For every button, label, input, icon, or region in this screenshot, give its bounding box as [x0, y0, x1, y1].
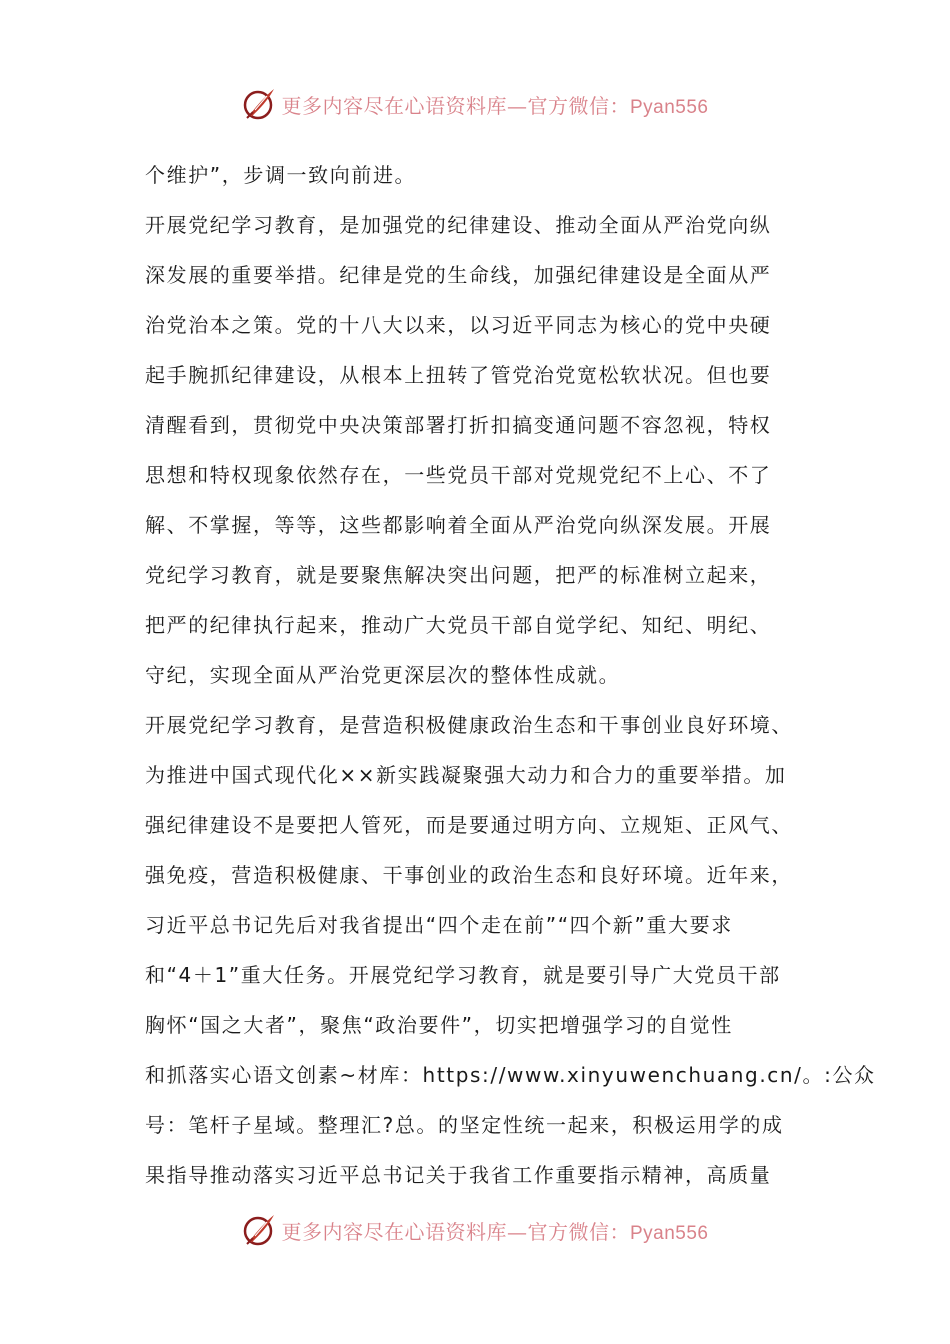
text-line: 和“4＋1”重大任务。开展党纪学习教育，就是要引导广大党员干部 [145, 963, 781, 987]
text-line: 把严的纪律执行起来，推动广大党员干部自觉学纪、知纪、明纪、 [145, 613, 772, 637]
text-line: 为推进中国式现代化××新实践凝聚强大动力和合力的重要举措。加 [145, 763, 787, 787]
document-body [145, 150, 876, 1200]
text-line: 开展党纪学习教育，是加强党的纪律建设、推动全面从严治党向纵 [145, 213, 772, 237]
text-line: 果指导推动落实习近平总书记关于我省工作重要指示精神，高质量 [145, 1163, 772, 1187]
quill-logo-icon [241, 86, 277, 122]
quill-logo-icon [241, 1212, 277, 1248]
text-line: 强纪律建设不是要把人管死，而是要通过明方向、立规矩、正风气、 [145, 813, 793, 837]
text-line: 党纪学习教育，就是要聚焦解决突出问题，把严的标准树立起来， [145, 563, 772, 587]
text-line: 号：笔杆子星域。整理汇?总。的坚定性统一起来，积极运用学的成 [145, 1113, 784, 1137]
text-line: 守纪，实现全面从严治党更深层次的整体性成就。 [145, 663, 621, 687]
watermark-wechat-id: Pyan556 [629, 1222, 709, 1244]
header-watermark [0, 84, 950, 124]
text-line: 个维护”，步调一致向前进。 [145, 163, 417, 187]
footer-watermark [0, 1210, 950, 1250]
text-line: 深发展的重要举措。纪律是党的生命线，加强纪律建设是全面从严 [145, 263, 772, 287]
watermark-wechat-id: Pyan556 [629, 96, 709, 118]
watermark-text: 更多内容尽在心语资料库—官方微信：Pyan556 [281, 93, 709, 118]
text-line: 强免疫，营造积极健康、干事创业的政治生态和良好环境。近年来， [145, 863, 793, 887]
text-line: 习近平总书记先后对我省提出“四个走在前”“四个新”重大要求 [145, 913, 733, 937]
text-line: 起手腕抓纪律建设，从根本上扭转了管党治党宽松软状况。但也要 [145, 363, 772, 387]
watermark-text: 更多内容尽在心语资料库—官方微信：Pyan556 [281, 1219, 709, 1244]
text-line: 和抓落实心语文创素~材库：https://www.xinyuwenchuang.cn/。:公众 [145, 1063, 876, 1087]
text-line: 开展党纪学习教育，是营造积极健康政治生态和干事创业良好环境、 [145, 713, 793, 737]
text-line: 胸怀“国之大者”，聚焦“政治要件”，切实把增强学习的自觉性 [145, 1013, 733, 1037]
text-line: 清醒看到，贯彻党中央决策部署打折扣搞变通问题不容忽视，特权 [145, 413, 772, 437]
text-line: 思想和特权现象依然存在，一些党员干部对党规党纪不上心、不了 [145, 463, 772, 487]
text-line: 解、不掌握，等等，这些都影响着全面从严治党向纵深发展。开展 [145, 513, 772, 537]
text-line: 治党治本之策。党的十八大以来，以习近平同志为核心的党中央硬 [145, 313, 772, 337]
